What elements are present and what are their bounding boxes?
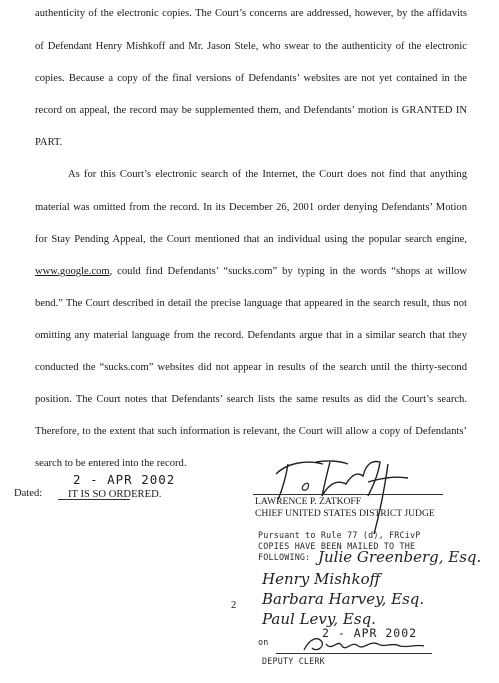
body-line: copies. Because a copy of the final versions of Defendants’ websites are not yet contained in the <box>35 73 467 84</box>
date-stamp: 2 - APR 2002 <box>73 472 176 487</box>
body-line-with-link <box>35 265 467 279</box>
body-line: for Stay Pending Appeal, the Court mentioned that an individual using the popular search engine, <box>35 234 467 245</box>
body-line: bend.” The Court described in detail the precise language that appeared in the search result, thus not <box>35 298 467 309</box>
body-line: As for this Court’s electronic search of the Internet, the Court does not find that anything <box>68 169 467 180</box>
judge-title: CHIEF UNITED STATES DISTRICT JUDGE <box>255 508 435 519</box>
body-line: record on appeal, the record may be supplemented them, and Defendants’ motion is GRANTED IN <box>35 105 467 116</box>
body-line: position. The Court notes that Defendants’ search lists the same results as did the Court’s search. <box>35 394 467 405</box>
order-statement: IT IS SO ORDERED. <box>68 489 162 500</box>
recipient-handwritten: Paul Levy, Esq. <box>262 610 376 628</box>
judge-name: LAWRENCE P. ZATKOFF <box>255 496 362 507</box>
body-line-rest: , could find Defendants’ “sucks.com” by typing in the words “shops at willow <box>109 266 467 277</box>
body-line: authenticity of the electronic copies. The Court’s concerns are addressed, however, by the affidavits <box>35 8 467 19</box>
body-line: PART. <box>35 137 63 148</box>
dated-label: Dated: <box>14 488 43 499</box>
on-label: on <box>258 637 269 647</box>
recipient-handwritten: Barbara Harvey, Esq. <box>262 590 425 608</box>
body-line: Therefore, to the extent that such information is relevant, the Court will allow a copy of Defendants’ <box>35 426 467 437</box>
recipient-handwritten: Julie Greenberg, Esq. <box>318 548 482 566</box>
clerk-signature-line <box>276 653 432 654</box>
body-line: of Defendant Henry Mishkoff and Mr. Jason Stele, who swear to the authenticity of the electronic <box>35 41 467 52</box>
dated-underline <box>58 499 130 500</box>
google-link[interactable]: www.google.com <box>35 266 110 277</box>
page-number: 2 <box>231 600 237 611</box>
body-line: omitting any material language from the record. Defendants argue that in a similar search that they <box>35 330 467 341</box>
rule-stamp-line: COPIES HAVE BEEN MAILED TO THE <box>258 541 416 551</box>
rule-stamp-line: Pursuant to Rule 77 (d), FRCivP <box>258 530 421 540</box>
clerk-date-stamp: 2 - APR 2002 <box>322 626 418 640</box>
recipient-handwritten: Henry Mishkoff <box>262 570 381 588</box>
rule-stamp-line: FOLLOWING: <box>258 552 311 562</box>
deputy-clerk-label: DEPUTY CLERK <box>262 656 325 666</box>
body-line: conducted the “sucks.com” websites did not appear in results of the search until the thirty-second <box>35 362 467 373</box>
signature-line <box>253 494 443 495</box>
body-line: search to be entered into the record. <box>35 458 187 469</box>
body-line: material was omitted from the record. In its December 26, 2001 order denying Defendants’ Motion <box>35 202 467 213</box>
